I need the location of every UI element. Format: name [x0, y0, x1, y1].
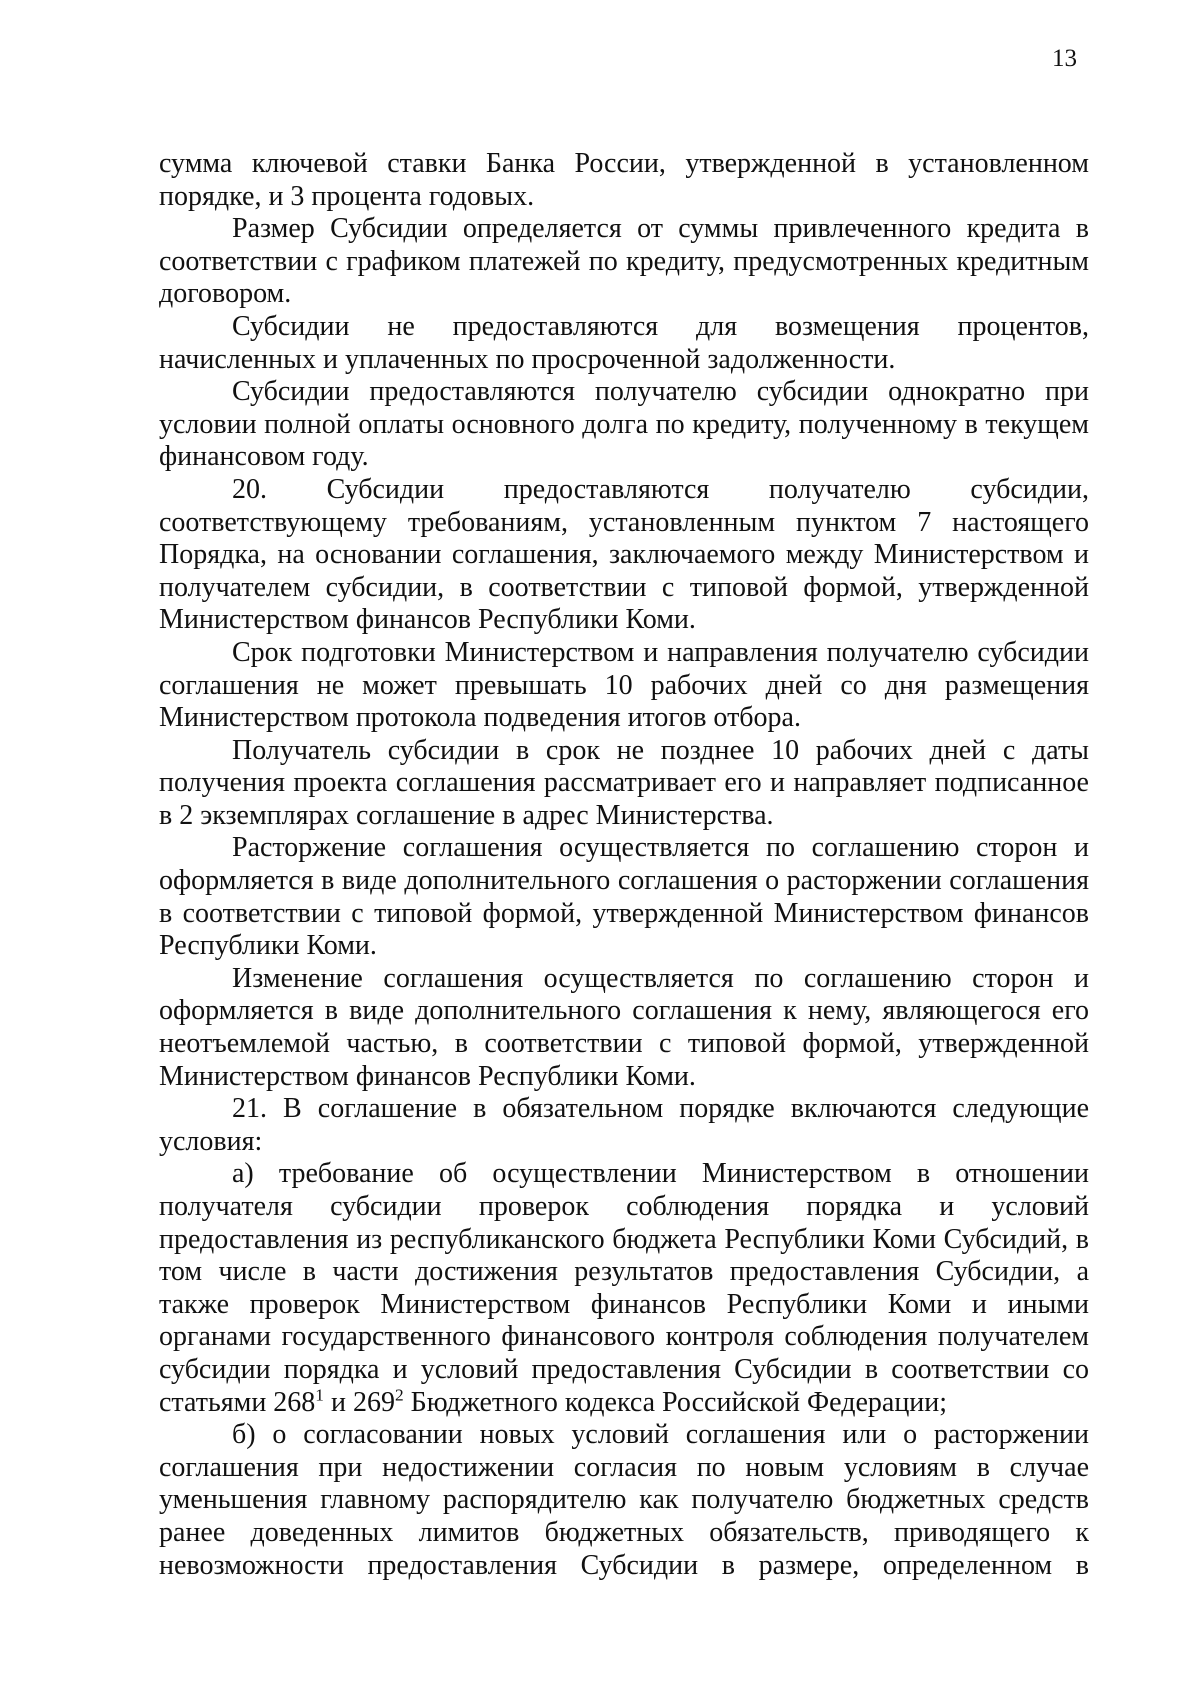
paragraph: 21. В соглашение в обязательном порядке включаются следующие условия:	[159, 1093, 1089, 1157]
superscript-2: 2	[394, 1384, 404, 1404]
document-body	[159, 148, 1089, 1582]
paragraph: Срок подготовки Министерством и направления получателю субсидии соглашения не может превышать 10 рабочих дней со дня размещения Министерством протокола подведения итогов отбора.	[159, 636, 1089, 734]
list-item-b: б) о согласовании новых условий соглашения или о расторжении соглашения при недостижении согласия по новым условиям в случае уменьшения главному распорядителю как получателю бюджетных средств ранее доведенных лимитов бюджетных обязательств, приводящего к невозможности предоставления Субсидии в размере, определенном в	[159, 1419, 1089, 1581]
list-item-a-mid: и 269	[323, 1386, 395, 1418]
page-number: 13	[1052, 45, 1077, 72]
paragraph: Размер Субсидии определяется от суммы привлеченного кредита в соответствии с графиком платежей по кредиту, предусмотренных кредитным договором.	[159, 213, 1089, 310]
paragraph: Изменение соглашения осуществляется по соглашению сторон и оформляется в виде дополнительного соглашения к нему, являющегося его неотъемлемой частью, в соответствии с типовой формой, утвержденной Министерством финансов Республики Коми.	[159, 962, 1089, 1092]
paragraph: Получатель субсидии в срок не позднее 10 рабочих дней с даты получения проекта соглашения рассматривает его и направляет подписанное в 2 экземплярах соглашение в адрес Министерства.	[159, 734, 1089, 831]
paragraph: сумма ключевой ставки Банка России, утвержденной в установленном порядке, и 3 процента годовых.	[159, 148, 1089, 212]
superscript-1: 1	[315, 1384, 324, 1404]
paragraph: Расторжение соглашения осуществляется по соглашению сторон и оформляется в виде дополнительного соглашения о расторжении соглашения в соответствии с типовой формой, утвержденной Министерством финансов Республики Коми.	[159, 832, 1089, 962]
list-item-a	[159, 1158, 1089, 1419]
paragraph: 20. Субсидии предоставляются получателю субсидии, соответствующему требованиям, установленным пунктом 7 настоящего Порядка, на основании соглашения, заключаемого между Министерством и получателем субсидии, в соответствии с типовой формой, утвержденной Министерством финансов Республики Коми.	[159, 473, 1089, 636]
list-item-a-tail: Бюджетного кодекса Российской Федерации;	[403, 1386, 948, 1418]
list-item-a-text: а) требование об осуществлении Министерством в отношении получателя субсидии проверок соблюдения порядка и условий предоставления из республиканского бюджета Республики Коми Субсидий, в том числе в части достижения результатов предоставления Субсидии, а также проверок Министерством финансов Республики Коми и иными органами государственного финансового контроля соблюдения получателем субсидии порядка и условий предоставления Субсидии в соответствии со статьями 268	[159, 1158, 1089, 1418]
paragraph: Субсидии предоставляются получателю субсидии однократно при условии полной оплаты основного долга по кредиту, полученному в текущем финансовом году.	[159, 376, 1089, 473]
paragraph: Субсидии не предоставляются для возмещения процентов, начисленных и уплаченных по просроченной задолженности.	[159, 310, 1089, 375]
